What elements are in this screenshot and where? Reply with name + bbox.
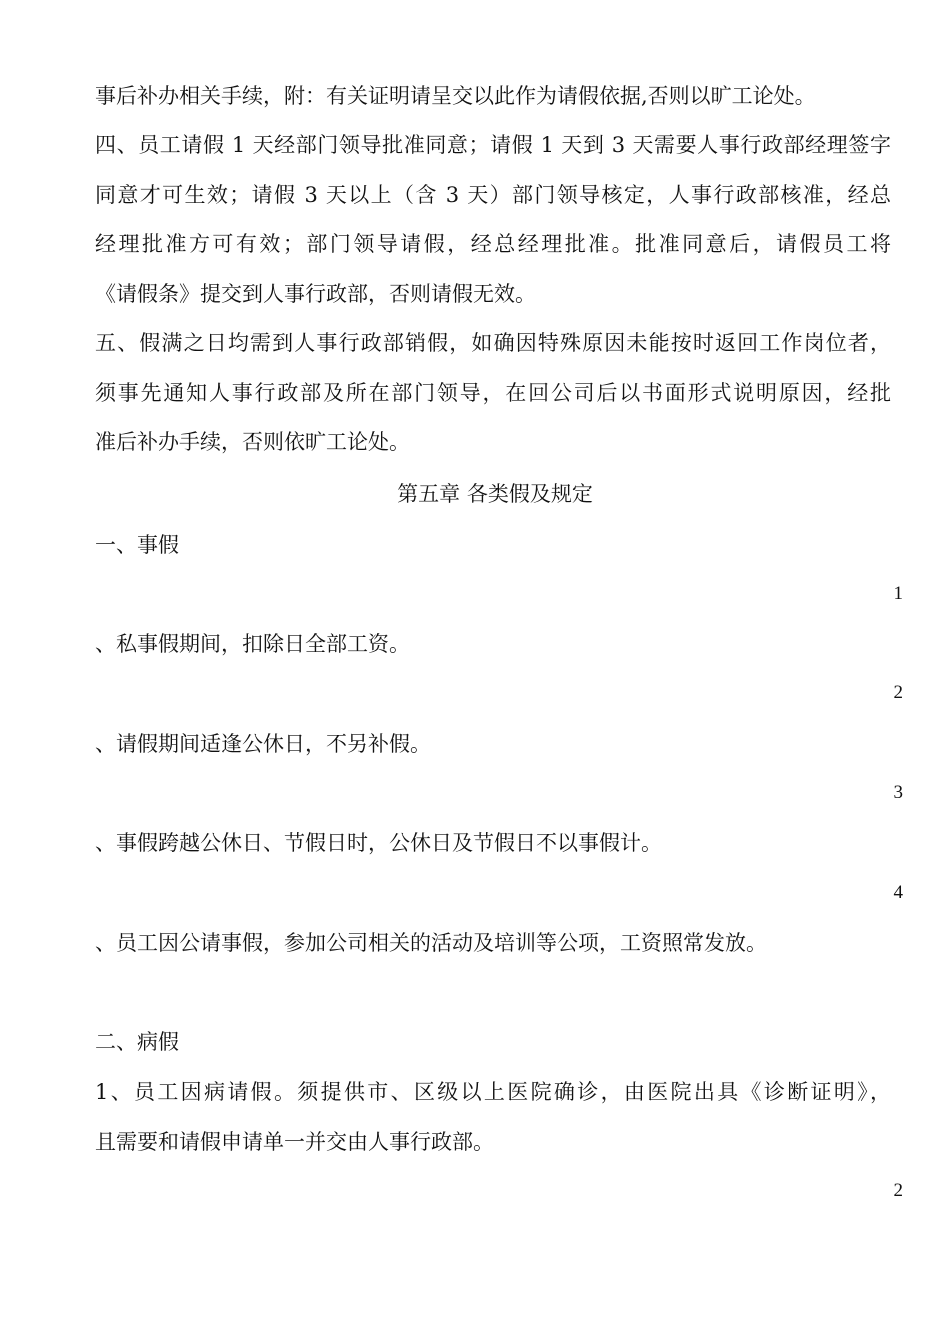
paragraph-line: 同意才可生效；请假 3 天以上（含 3 天）部门领导核定，人事行政部核准，经总 bbox=[95, 183, 891, 207]
list-item-text: 、请假期间适逢公休日，不另补假。 bbox=[95, 732, 431, 756]
paragraph-line: 事后补办相关手续，附：有关证明请呈交以此作为请假依据,否则以旷工论处。 bbox=[95, 84, 816, 108]
list-item-number: 2 bbox=[893, 1180, 903, 1201]
list-item-text: 、员工因公请事假，参加公司相关的活动及培训等公项，工资照常发放。 bbox=[95, 931, 767, 955]
list-item-number: 1 bbox=[893, 583, 903, 604]
list-item-number: 4 bbox=[893, 882, 903, 903]
section-title: 二、病假 bbox=[95, 1030, 179, 1054]
paragraph-line: 准后补办手续，否则依旷工论处。 bbox=[95, 430, 410, 454]
paragraph-line: 须事先通知人事行政部及所在部门领导，在回公司后以书面形式说明原因，经批 bbox=[95, 381, 891, 405]
list-item-number: 3 bbox=[893, 782, 903, 803]
paragraph-line: 1、员工因病请假。须提供市、区级以上医院确诊，由医院出具《诊断证明》， bbox=[95, 1080, 891, 1104]
paragraph-line: 四、员工请假 1 天经部门领导批准同意；请假 1 天到 3 天需要人事行政部经理签字 bbox=[95, 133, 891, 157]
list-item-text: 、私事假期间，扣除日全部工资。 bbox=[95, 632, 410, 656]
paragraph-line: 《请假条》提交到人事行政部，否则请假无效。 bbox=[95, 282, 536, 306]
list-item-text: 、事假跨越公休日、节假日时，公休日及节假日不以事假计。 bbox=[95, 831, 662, 855]
section-title: 一、事假 bbox=[95, 533, 179, 557]
paragraph-line: 经理批准方可有效；部门领导请假，经总经理批准。批准同意后，请假员工将 bbox=[95, 232, 891, 256]
paragraph-line: 五、假满之日均需到人事行政部销假，如确因特殊原因未能按时返回工作岗位者， bbox=[95, 331, 891, 355]
chapter-title: 第五章 各类假及规定 bbox=[397, 482, 593, 506]
paragraph-line: 且需要和请假申请单一并交由人事行政部。 bbox=[95, 1130, 494, 1154]
list-item-number: 2 bbox=[893, 682, 903, 703]
